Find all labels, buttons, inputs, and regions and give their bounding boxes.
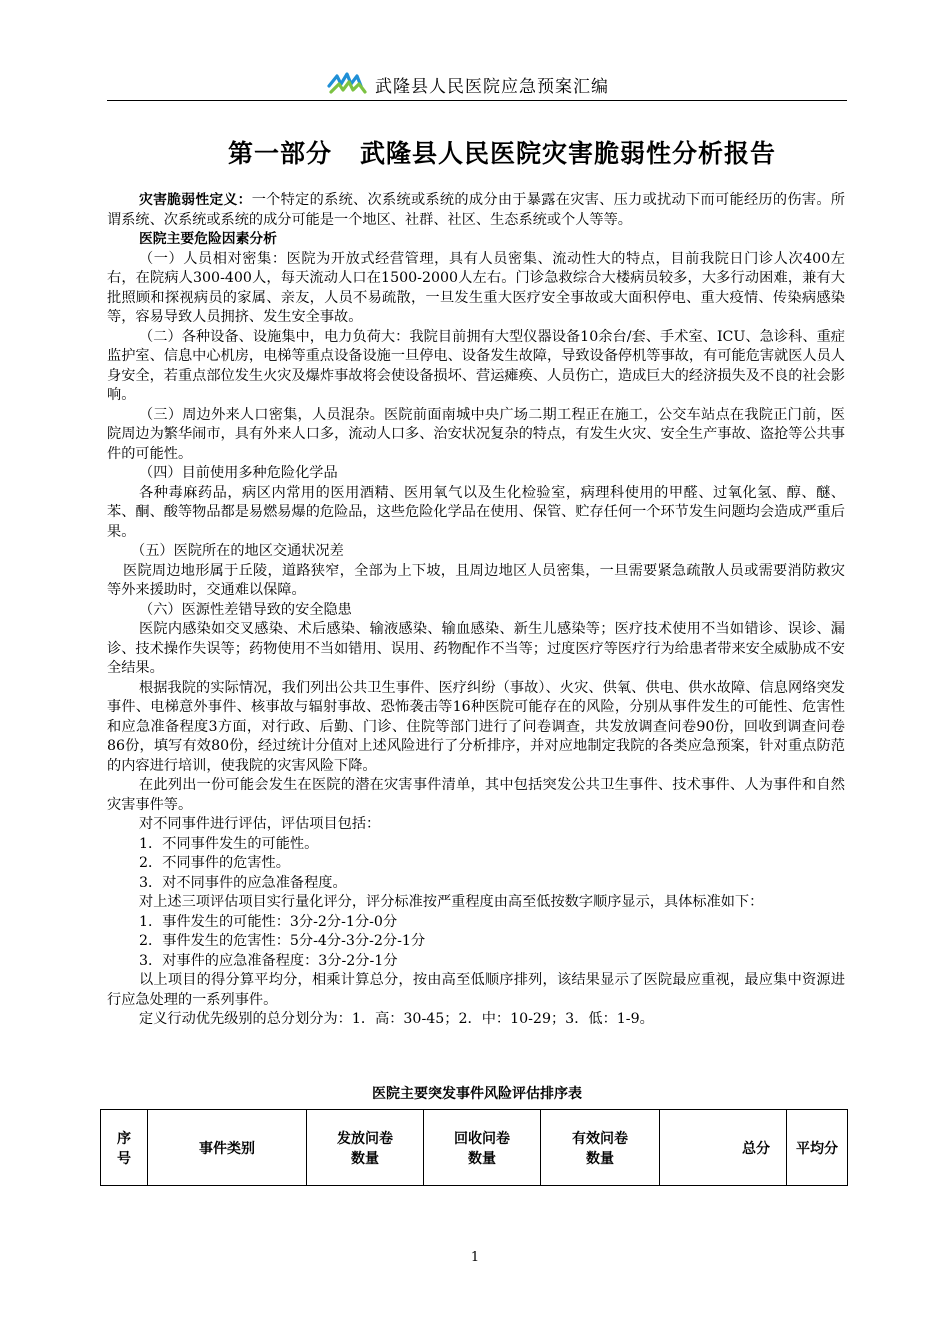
definition-text: 一个特定的系统、次系统或系统的成分由于暴露在灾害、压力或扰动下而可能经历的伤害。所谓系统、次系统或系统的成分可能是一个地区、社群、社区、生态系统或个人等等。 [107, 192, 845, 228]
report-title: 武隆县人民医院灾害脆弱性分析报告 [360, 139, 777, 168]
header-cell-total: 总分 [660, 1110, 787, 1186]
page-number: 1 [470, 1250, 480, 1265]
paragraph-1: （一）人员相对密集：医院为开放式经营管理，具有人员密集、流动性大的特点，目前我院日门诊人次400左右，在院病人300-400人，每天流动人口在1500-2000人左右。门诊急救综合大楼病员较多，大多行动困难，兼有大批照顾和探视病员的家属、亲友，人员不易疏散，一旦发生重大医疗安全事故或大面积停电、重大疫情、传染病感染等，容易导致人员拥挤、发生安全事故。 [107, 250, 845, 325]
paragraph-2: （二）各种设备、设施集中，电力负荷大：我院目前拥有大型仪器设备10余台/套、手术室、ICU、急诊科、重症监护室、信息中心机房，电梯等重点设备设施一旦停电、设备发生故障，导致设备停机等事故，有可能危害就医人员人身安全，若重点部位发生火灾及爆炸事故将会使设备损坏、营运瘫痪、人员伤亡，造成巨大的经济损失及不良的社会影响。 [107, 328, 845, 403]
section-heading: 医院主要危险因素分析 [139, 231, 277, 247]
header-cell-valid: 有效问卷 数量 [541, 1110, 660, 1186]
paragraph-3: （三）周边外来人口密集，人员混杂。医院前面南城中央广场二期工程正在施工，公交车站点在我院正门前，医院周边为繁华闹市，具有外来人口多，流动人口多、治安状况复杂的特点，有发生火灾、安全生产事故、盗抢等公共事件的可能性。 [107, 406, 845, 462]
list-item: 3．对不同事件的应急准备程度。 [139, 874, 347, 891]
page-header [107, 64, 847, 100]
risk-assessment-table [100, 1109, 848, 1186]
paragraph-6-heading: （六）医源性差错导致的安全隐患 [139, 601, 352, 618]
paragraph-4-heading: （四）目前使用多种危险化学品 [139, 465, 338, 481]
table-header-row [101, 1110, 848, 1186]
paragraph-4: 各种毒麻药品，病区内常用的医用酒精、医用氧气以及生化检验室，病理科使用的甲醛、过氧化氢、醇、醚、苯、酮、酸等物品都是易燃易爆的危险品，这些危险化学品在使用、保管、贮存任何一个环节发生问题均会造成严重后果。 [107, 484, 845, 540]
paragraph-5-heading: （五）医院所在的地区交通状况差 [131, 543, 344, 559]
document-title [107, 134, 897, 170]
header-cell-average: 平均分 [787, 1110, 848, 1186]
paragraph-10: 对上述三项评估项目实行量化评分，评分标准按严重程度由高至低按数字顺序显示，具体标准如下： [139, 894, 764, 910]
header-cell-issued: 发放问卷 数量 [307, 1110, 424, 1186]
list-item: 1．不同事件发生的可能性。 [139, 835, 319, 852]
list-item: 3．对事件的应急准备程度：3分-2分-1分 [139, 952, 398, 969]
paragraph-5: 医院周边地形属于丘陵，道路狭窄，全部为上下坡，且周边地区人员密集，一旦需要紧急疏散人员或需要消防救灾等外来援助时，交通难以保障。 [107, 562, 845, 598]
list-item: 2．事件发生的危害性：5分-4分-3分-2分-1分 [139, 933, 426, 949]
list-item: 1．事件发生的可能性：3分-2分-1分-0分 [139, 913, 398, 930]
table-caption: 医院主要突发事件风险评估排序表 [372, 1086, 582, 1102]
definition-paragraph [107, 191, 845, 230]
paragraph-7: 根据我院的实际情况，我们列出公共卫生事件、医疗纠纷（事故）、火灾、供氧、供电、供水故障、信息网络突发事件、电梯意外事件、核事故与辐射事故、恐怖袭击等16种医院可能存在的风险，分别从事件发生的可能性、危害性和应急准备程度3方面，对行政、后勤、门诊、住院等部门进行了问卷调查，共发放调查问卷90份，回收到调查问卷86份，填写有效80份，经过统计分值对上述风险进行了分析排序，并对应地制定我院的各类应急预案，针对重点防范的内容进行培训，使我院的灾害风险下降。 [107, 679, 845, 774]
paragraph-8: 在此列出一份可能会发生在医院的潜在灾害事件清单，其中包括突发公共卫生事件、技术事件、人为事件和自然灾害事件等。 [107, 777, 845, 813]
paragraph-11: 以上项目的得分算平均分，相乘计算总分，按由高至低顺序排列，该结果显示了医院最应重视，最应集中资源进行应急处理的一系列事件。 [107, 972, 845, 1008]
header-cell-category: 事件类别 [148, 1110, 307, 1186]
list-item: 2．不同事件的危害性。 [139, 855, 290, 871]
document-body [107, 191, 845, 1030]
paragraph-9: 对不同事件进行评估，评估项目包括： [139, 816, 381, 832]
header-cell-index: 序 号 [101, 1110, 148, 1186]
paragraph-6: 医院内感染如交叉感染、术后感染、输液感染、输血感染、新生儿感染等；医疗技术使用不当如错诊、误诊、漏诊、技术操作失误等；药物使用不当如错用、误用、药物配作不当等；过度医疗等医疗行为给患者带来安全威胁成不安全结果。 [107, 621, 845, 676]
part-label: 第一部分 [227, 139, 332, 168]
header-title: 武隆县人民医院应急预案汇编 [375, 77, 609, 97]
header-cell-returned: 回收问卷 数量 [424, 1110, 541, 1186]
header-divider [107, 100, 847, 101]
paragraph-12: 定义行动优先级别的总分划分为：1．高：30-45；2．中：10-29；3．低：1-9。 [139, 1011, 654, 1027]
hospital-logo-icon [327, 70, 369, 96]
definition-label: 灾害脆弱性定义： [139, 192, 252, 208]
